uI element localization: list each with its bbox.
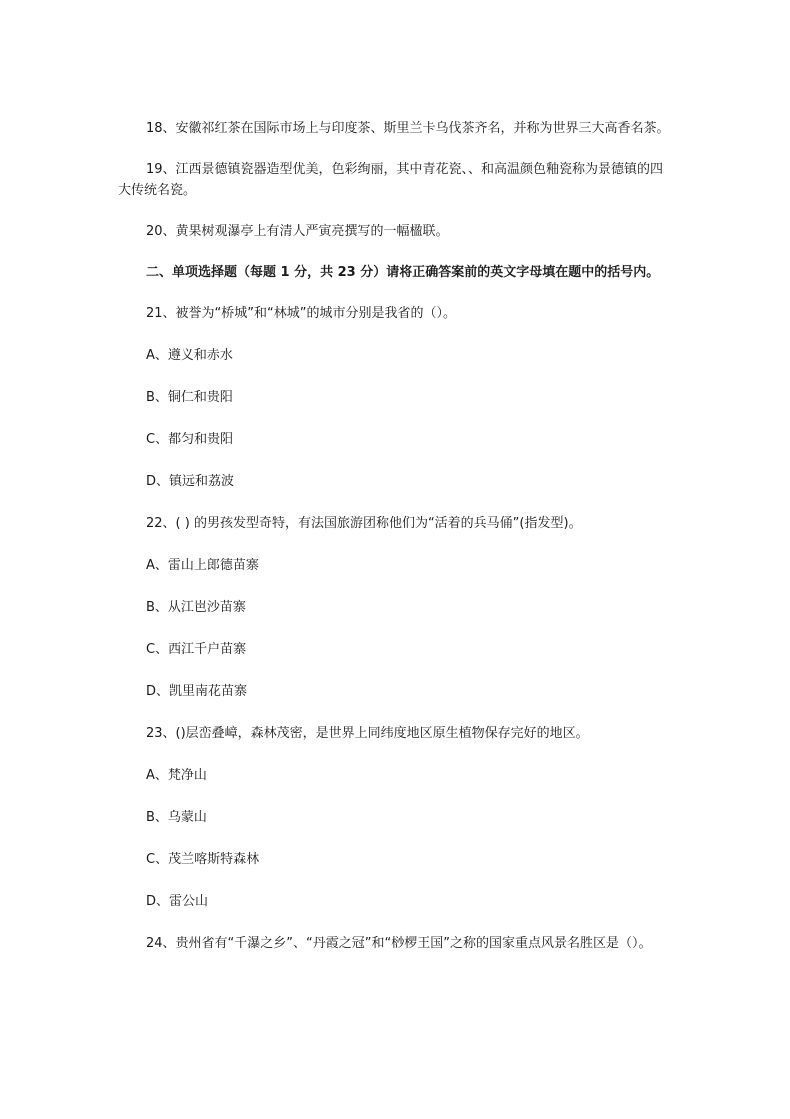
question-22: 22、( ) 的男孩发型奇特，有法国旅游团称他们为“活着的兵马俑”(指发型)。	[146, 516, 582, 531]
section-heading-multiple-choice: 二、单项选择题（每题 1 分，共 23 分）请将正确答案前的英文字母填在题中的括号内。	[146, 265, 660, 280]
question-23-option-d: D、雷公山	[146, 894, 209, 909]
question-23: 23、()层峦叠嶂，森林茂密，是世界上同纬度地区原生植物保存完好的地区。	[146, 726, 589, 741]
question-22-option-a: A、雷山上郎德苗寨	[146, 558, 259, 573]
question-22-option-d: D、凯里南花苗寨	[146, 684, 248, 699]
question-24: 24、贵州省有“千瀑之乡”、“丹霞之冠”和“桫椤王国”之称的国家重点风景名胜区是（）。	[146, 936, 652, 951]
question-22-option-b: B、从江岜沙苗寨	[146, 600, 246, 615]
question-18: 18、安徽祁红茶在国际市场上与印度茶、斯里兰卡乌伐茶齐名，并称为世界三大高香名茶。	[146, 121, 670, 136]
question-23-option-b: B、乌蒙山	[146, 810, 207, 825]
document-body	[118, 118, 672, 954]
question-21: 21、被誉为“桥城”和“林城”的城市分别是我省的（）。	[146, 306, 456, 321]
question-21-option-b: B、铜仁和贵阳	[146, 390, 233, 405]
question-23-option-c: C、茂兰喀斯特森林	[146, 852, 260, 867]
question-20: 20、黄果树观瀑亭上有清人严寅亮撰写的一幅楹联。	[146, 224, 449, 239]
question-22-option-c: C、西江千户苗寨	[146, 642, 247, 657]
question-21-option-a: A、遵义和赤水	[146, 348, 233, 363]
question-21-option-d: D、镇远和荔波	[146, 474, 235, 489]
question-21-option-c: C、都匀和贵阳	[146, 432, 234, 447]
question-19: 19、江西景德镇瓷器造型优美，色彩绚丽，其中青花瓷、、和高温颜色釉瓷称为景德镇的四大传统名瓷。	[118, 162, 664, 198]
question-23-option-a: A、梵净山	[146, 768, 207, 783]
